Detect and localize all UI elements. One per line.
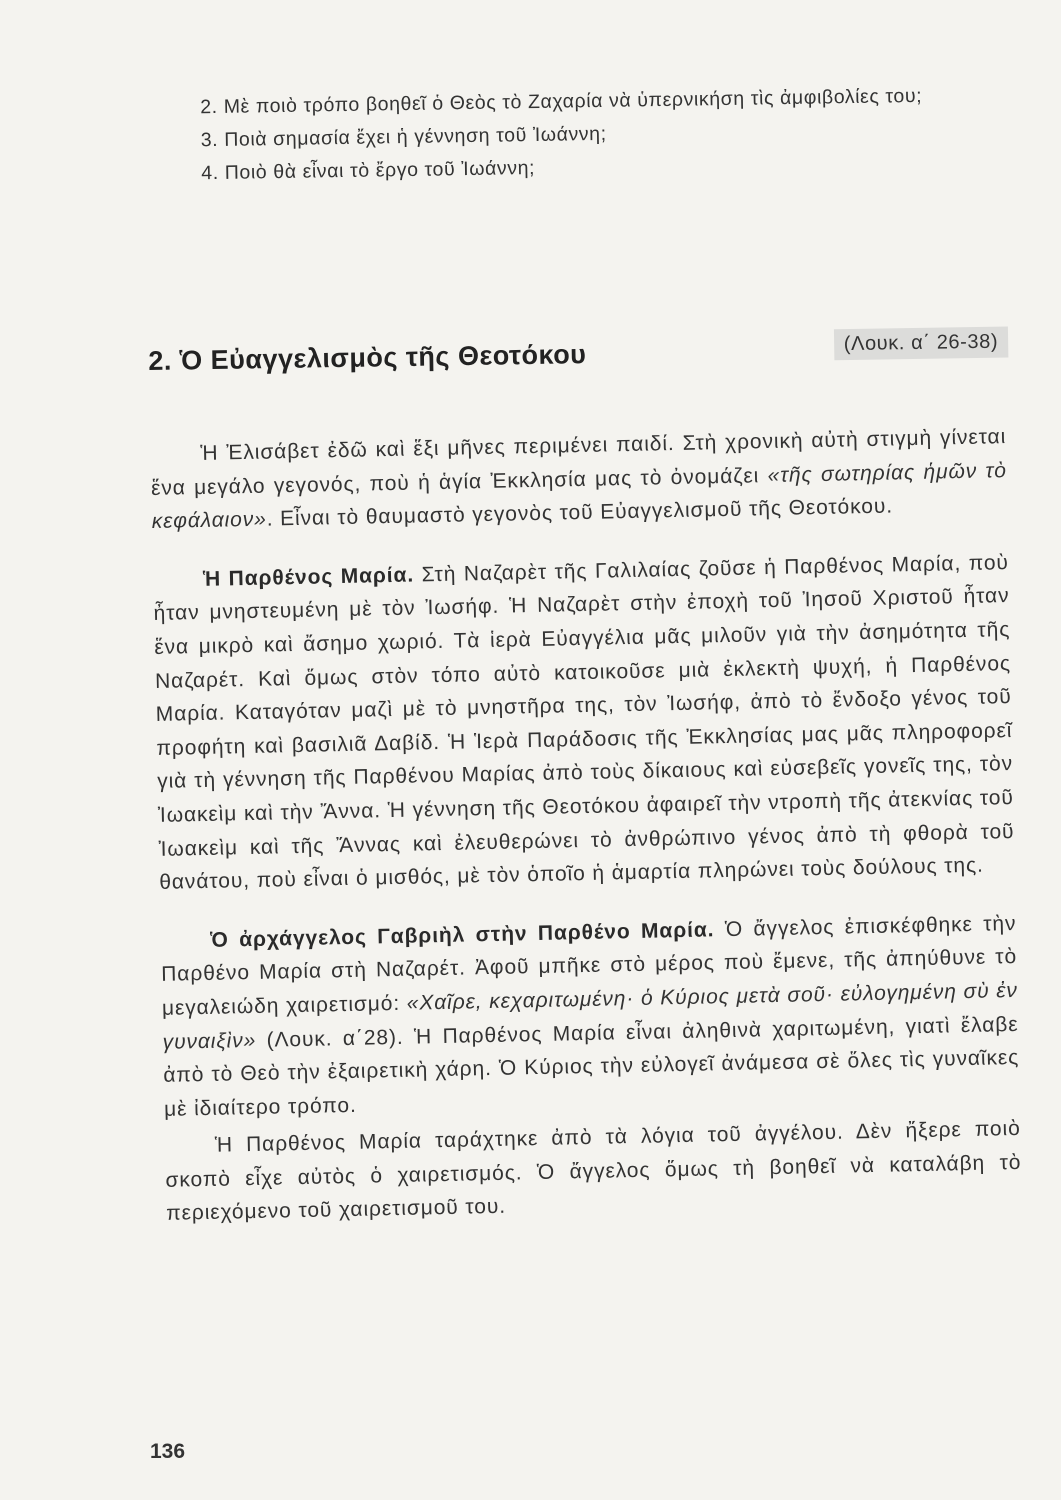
section-archangel	[160, 907, 1020, 1126]
scripture-reference: (Λουκ. α΄ 26-38)	[834, 326, 1009, 360]
chapter-heading	[148, 326, 1009, 386]
review-questions	[150, 78, 1011, 190]
section-virgin-mary	[153, 546, 1016, 900]
intro-text-1: Ἡ Ἐλισάβετ ἐδῶ καὶ ἕξι μῆνες περιμένει παιδί. Στὴ χρονικὴ αὐτὴ στιγμὴ γίνεται ἕνα μεγάλο γεγονός, ποὺ ἡ ἁγία Ἐκκλησία μας τὸ ὀνομάζει	[150, 425, 1007, 500]
question-4: 4. Ποιὸ θὰ εἶναι τὸ ἔργο τοῦ Ἰωάννη;	[201, 156, 536, 185]
intro-quote: «τῆς σωτηρίας ἡμῶν τὸ κεφάλαιον»	[151, 458, 1008, 534]
annunciation-quote: «Χαῖρε, κεχαριτωμένη· ὁ Κύριος μετὰ σοῦ· εὐλογημένη σὺ ἐν γυναιξὶν»	[162, 978, 1019, 1054]
question-3: 3. Ποιὰ σημασία ἔχει ἡ γέννηση τοῦ Ἰωάννη;	[200, 122, 607, 152]
page-number: 136	[150, 1440, 186, 1463]
section-troubled: Ἡ Παρθένος Μαρία ταράχτηκε ἀπὸ τὰ λόγια τοῦ ἀγγέλου. Δὲν ἤξερε ποιὸ σκοπὸ εἶχε αὐτὸς ὁ χαιρετισμός. Ὁ ἄγγελος ὅμως τὴ βοηθεῖ νὰ καταλάβη τὸ περιεχόμενο τοῦ χαιρετισμοῦ του.	[165, 1117, 1022, 1226]
section-heading-archangel: Ὁ ἀρχάγγελος Γαβριὴλ στὴν Παρθένο Μαρία.	[210, 918, 715, 952]
intro-paragraph	[150, 420, 1008, 539]
section-text-archangel-1: Ὁ ἄγγελος ἐπισκέφθηκε τὴν Παρθένο Μαρία στὴ Ναζαρέτ. Ἀφοῦ μπῆκε στὸ μέρος ποὺ ἔμενε, τῆς ἀπηύθυνε τὸ μεγαλειώδη χαιρετισμό:	[161, 911, 1018, 1020]
section-text-virgin-mary: Στὴ Ναζαρὲτ τῆς Γαλιλαίας ζοῦσε ἡ Παρθένος Μαρία, ποὺ ἦταν μνηστευμένη μὲ τὸν Ἰωσήφ. Ἡ Ναζαρὲτ στὴν ἐποχὴ τοῦ Ἰησοῦ Χριστοῦ ἦταν ἕνα μικρὸ καὶ ἄσημο χωριό. Τὰ ἱερὰ Εὐαγγέλια μᾶς μιλοῦν γιὰ τὴν ἀσημότητα τῆς Ναζαρέτ. Καὶ ὅμως στὸν τόπο αὐτὸ κατοικοῦσε μιὰ ἐκλεκτὴ ψυχή, ἡ Παρθένος Μαρία. Καταγόταν μαζὶ μὲ τὸ μνηστῆρα της, τὸν Ἰωσήφ, ἀπὸ τὸ ἔνδοξο γένος τοῦ προφήτη καὶ βασιλιᾶ Δαβίδ. Ἡ Ἱερὰ Παράδοσις τῆς Ἐκκλησίας μας μᾶς πληροφορεῖ γιὰ τὴ γέννηση τῆς Παρθένου Μαρίας ἀπὸ τοὺς δίκαιους καὶ εὐσεβεῖς γονεῖς της, τὸν Ἰωακεὶμ καὶ τὴν Ἄννα. Ἡ γέννηση τῆς Θεοτόκου ἀφαιρεῖ τὴν ντροπὴ τῆς ἀτεκνίας τοῦ Ἰωακεὶμ καὶ τῆς Ἄννας καὶ ἐλευθερώνει τὸ ἀνθρώπινο γένος ἀπὸ τὴ φθορὰ τοῦ θανάτου, ποὺ εἶναι ὁ μισθός, μὲ τὸν ὁποῖο ἡ ἁμαρτία πληρώνει τοὺς δούλους της.	[153, 550, 1015, 895]
question-2: 2. Μὲ ποιὸ τρόπο βοηθεῖ ὁ Θεὸς τὸ Ζαχαρία νὰ ὑπερνικήση τὶς ἀμφιβολίες του;	[200, 84, 923, 119]
chapter-title: 2. Ὁ Εὐαγγελισμὸς τῆς Θεοτόκου	[148, 339, 587, 376]
chapter-body	[150, 420, 1023, 1256]
section-heading-virgin-mary: Ἡ Παρθένος Μαρία.	[202, 563, 415, 591]
intro-text-2: . Εἶναι τὸ θαυμαστὸ γεγονὸς τοῦ Εὐαγγελισμοῦ τῆς Θεοτόκου.	[266, 494, 894, 531]
section-text-archangel-2: (Λουκ. α΄28). Ἡ Παρθένος Μαρία εἶναι ἀληθινὰ χαριτωμένη, γιατὶ ἔλαβε ἀπὸ τὸ Θεὸ τὴν ἐξαιρετικὴ χάρη. Ὁ Κύριος τὴν εὐλογεῖ ἀνάμεσα σὲ ὅλες τὶς γυναῖκες μὲ ἰδιαίτερο τρόπο.	[163, 1012, 1020, 1121]
